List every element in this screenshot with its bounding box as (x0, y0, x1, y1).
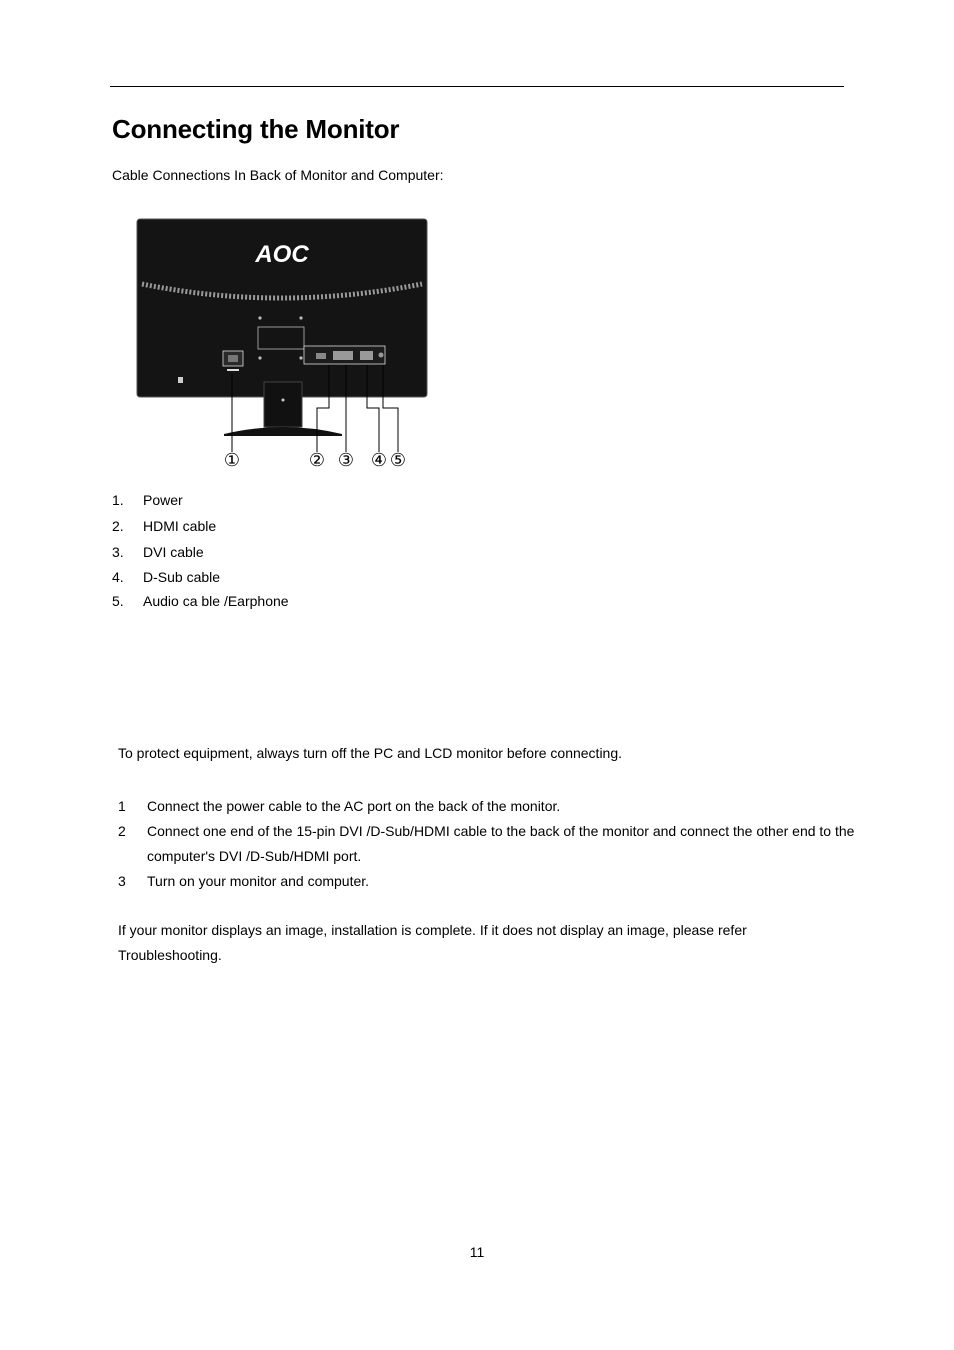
step-item (118, 869, 898, 894)
step-number: 2 (118, 823, 126, 839)
legend-number: 3. (112, 544, 124, 560)
page-number: 11 (469, 1244, 485, 1260)
brand-logo: AOC (255, 241, 309, 268)
hdmi-port (316, 353, 326, 359)
callout-4: ④ (370, 450, 388, 470)
legend-label: D-Sub cable (143, 569, 221, 585)
vesa-screw (299, 316, 302, 319)
dvi-port (333, 351, 353, 360)
step-text: Turn on your monitor and computer. (147, 873, 370, 889)
kensington-slot (178, 377, 183, 383)
legend-label: DVI cable (143, 544, 204, 560)
callout-5: ⑤ (389, 450, 407, 470)
safety-note: To protect equipment, always turn off the PC and LCD monitor before connecting. (118, 745, 623, 761)
legend-label: HDMI cable (143, 518, 217, 534)
callout-2: ② (308, 450, 326, 470)
page-title: Connecting the Monitor (112, 114, 400, 144)
vesa-screw (258, 316, 261, 319)
legend-number: 5. (112, 593, 124, 609)
completion-note: If your monitor displays an image, installation is complete. If it does not display an image, please refer Troubleshooting. (118, 922, 747, 963)
step-text: Connect one end of the 15-pin DVI /D-Sub/HDMI cable to the back of the monitor and connect the other end to the computer's DVI /D-Sub/HDMI port. (147, 823, 855, 864)
header-rule (110, 86, 844, 87)
vesa-screw (258, 356, 261, 359)
audio-port (379, 353, 384, 358)
callout-1: ① (223, 450, 241, 470)
legend-number: 4. (112, 569, 124, 585)
legend-number: 1. (112, 492, 124, 508)
callout-3: ③ (337, 450, 355, 470)
legend-number: 2. (112, 518, 124, 534)
legend-label: Power (143, 492, 183, 508)
step-number: 3 (118, 873, 126, 889)
monitor-back-illustration (130, 212, 440, 477)
vesa-screw (299, 356, 302, 359)
stand-neck (264, 382, 302, 427)
step-number: 1 (118, 798, 126, 814)
step-item (118, 819, 898, 869)
figure-caption: Cable Connections In Back of Monitor and Computer: (112, 167, 444, 183)
dsub-port (360, 351, 373, 360)
connection-steps (118, 794, 898, 894)
step-text: Connect the power cable to the AC port on the back of the monitor. (147, 798, 561, 814)
legend-label: Audio ca ble /Earphone (143, 593, 289, 609)
step-item (118, 794, 898, 819)
stand-base (224, 427, 342, 436)
